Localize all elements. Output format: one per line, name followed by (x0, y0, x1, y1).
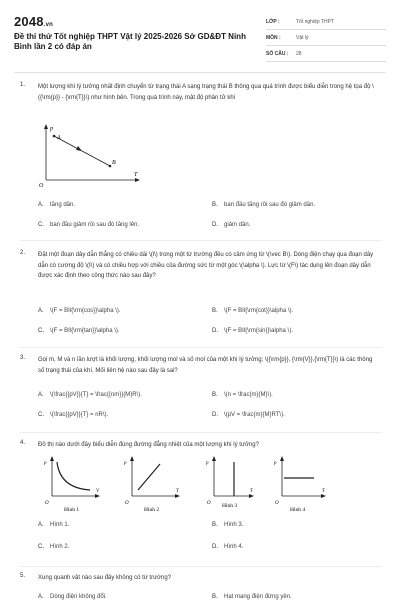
option-letter: D. (212, 412, 218, 418)
option-a[interactable] (38, 202, 75, 208)
question-divider (20, 347, 382, 348)
graph-4 (273, 456, 326, 513)
option-text: tăng dần. (50, 202, 76, 208)
question-number: 3. (20, 355, 26, 361)
option-letter: C. (38, 328, 44, 334)
option-letter: C. (38, 544, 44, 550)
graph-1 (43, 456, 100, 513)
y-axis-arrow (212, 456, 216, 461)
option-text: ban đầu tăng rồi sau đó giảm dần. (224, 202, 316, 208)
question-5 (20, 573, 384, 600)
question-2 (20, 250, 384, 350)
option-text: \(F = BIl{\rm{cos}}\alpha \). (50, 308, 121, 314)
option-letter: A. (38, 392, 44, 398)
t-axis-label: T (134, 172, 138, 178)
option-a[interactable] (38, 392, 142, 398)
option-text: \(n = \frac{m}{M}\). (224, 392, 273, 398)
option-c[interactable] (38, 222, 139, 228)
y-axis-label: p (274, 461, 277, 466)
info-value: Tốt nghiệp THPT (296, 18, 334, 25)
question-number: 4. (20, 440, 26, 446)
question-text: Gọi m, M và n lần lượt là khối lượng, khối lượng mol và số mol của một khí lý tưởng; \({\rm{p}}, {\rm{V}},{\rm{T}}\) là các thông số trạng thái của khí. Mối liên hệ nào sau đây là sai? (38, 357, 373, 374)
option-text: Hạt mang điện đứng yên. (224, 594, 292, 600)
option-letter: A. (38, 594, 44, 600)
question-text: Đồ thị nào dưới đây biểu diễn đúng đường đẳng nhiệt của một lượng khí lý tưởng? (38, 442, 259, 448)
question-4 (20, 440, 384, 560)
option-c[interactable] (38, 328, 120, 334)
p-t-graph-figure (38, 122, 148, 188)
exam-title: Đề thi thử Tốt nghiệp THPT Vật lý 2025-2026 Sở GD&ĐT Ninh Bình lần 2 có đáp án (14, 32, 246, 51)
option-text: \(F = BIl{\rm{sin}}\alpha \). (224, 328, 293, 334)
option-text: Hình 4. (224, 544, 244, 550)
p-axis-label: p (50, 126, 53, 132)
y-axis-arrow (130, 456, 134, 461)
y-axis-arrow (280, 456, 284, 461)
question-1 (20, 82, 384, 242)
option-b[interactable] (212, 594, 292, 600)
graph-2 (123, 456, 180, 513)
logo-tld: .vn (43, 22, 54, 28)
origin-label: O (39, 183, 44, 188)
option-a[interactable] (38, 594, 107, 600)
option-a[interactable] (38, 522, 69, 528)
point-a-label: A (57, 135, 61, 141)
y-axis-label: p (44, 461, 47, 466)
origin-label: O (125, 501, 129, 506)
t-axis-arrow (135, 178, 140, 182)
info-row-class (266, 14, 386, 30)
info-row-count (266, 46, 386, 62)
option-text: \(F = BIl{\rm{tan}}\alpha \). (50, 328, 120, 334)
option-text: Hình 1. (50, 522, 70, 528)
option-letter: D. (212, 544, 218, 550)
option-letter: B. (212, 202, 218, 208)
info-key: LỚP : (266, 18, 280, 25)
option-d[interactable] (212, 544, 243, 550)
question-number: 5. (20, 573, 26, 579)
point-a (53, 135, 56, 138)
option-text: \(F = BIl{\rm{cot}}\alpha \). (224, 308, 294, 314)
option-text: giảm dần. (224, 222, 251, 228)
isotherm-curve (57, 462, 90, 490)
question-number: 2. (20, 250, 26, 256)
option-letter: B. (212, 522, 218, 528)
p-axis-arrow (44, 124, 48, 129)
option-d[interactable] (212, 328, 293, 334)
x-axis-arrow (175, 494, 180, 498)
info-row-subject (266, 30, 386, 46)
question-divider (20, 240, 382, 241)
question-text: Một lượng khí lý tưởng nhất định chuyển từ trạng thái A sang trạng thái B thông qua quá trình được biểu diễn trong hệ tọa độ \({\rm{p}} - {\rm{T}}\) như hình bên. Trong quá trình này, mật độ phân tử khí (38, 84, 374, 101)
info-value: Vật lý (296, 34, 309, 41)
x-axis-label: T (322, 489, 325, 494)
option-text: Hình 2. (50, 544, 70, 550)
option-letter: A. (38, 522, 44, 528)
graph-caption: Hình 2 (144, 507, 160, 513)
point-b (109, 165, 112, 168)
option-b[interactable] (212, 308, 293, 314)
option-letter: B. (212, 594, 218, 600)
option-letter: B. (212, 308, 218, 314)
graph-caption: Hình 1 (64, 507, 80, 513)
question-3 (20, 355, 384, 435)
y-axis-label: p (206, 461, 209, 466)
y-axis-label: p (124, 461, 127, 466)
x-axis-label: T (250, 489, 253, 494)
question-divider (20, 566, 382, 567)
x-axis-arrow (321, 494, 326, 498)
header (14, 14, 386, 66)
option-letter: B. (212, 392, 218, 398)
option-b[interactable] (212, 202, 315, 208)
x-axis-label: T (176, 489, 179, 494)
origin-label: O (207, 501, 211, 506)
point-b-label: B (112, 160, 116, 166)
graph-3 (205, 456, 254, 509)
option-a[interactable] (38, 308, 121, 314)
option-text: \(\frac{{pV}}{T} = \frac{{nm}}{M}R\). (50, 392, 142, 398)
question-number: 1. (20, 82, 26, 88)
option-text: Dòng điện không đổi. (50, 594, 107, 600)
y-axis-arrow (50, 456, 54, 461)
site-logo[interactable] (14, 14, 53, 29)
info-value: 28 (296, 50, 302, 57)
question-text: Đặt một đoạn dây dẫn thẳng có chiều dài \(l\) trong một từ trường đều có cảm ứng từ \(\vec B\). Dòng điện chạy qua đoạn dây dẫn có cường độ \(I\) và có chiều hợp với chiều của đường sức từ một góc \(\alpha \). Lực từ \(F\) tác dụng lên đoạn dây dẫn được xác định theo công thức nào sau đây? (38, 252, 374, 279)
origin-label: O (45, 501, 49, 506)
option-text: \(\frac{{pV}}{T} = nR\). (50, 412, 109, 418)
option-d[interactable] (212, 412, 285, 418)
option-letter: A. (38, 202, 44, 208)
option-text: Hình 3. (224, 522, 244, 528)
exam-info (266, 14, 386, 62)
option-c[interactable] (38, 412, 108, 418)
origin-label: O (275, 501, 279, 506)
question-text: Xung quanh vật nào sau đây không có từ trường? (38, 575, 172, 581)
graph-caption: Hình 4 (290, 507, 306, 513)
isotherm-graphs-figure (38, 454, 338, 514)
process-arrow (76, 146, 82, 151)
option-letter: A. (38, 308, 44, 314)
info-key: MÔN : (266, 34, 281, 41)
option-letter: D. (212, 328, 218, 334)
logo-main: 2048 (14, 14, 44, 29)
info-key: SỐ CÂU : (266, 50, 289, 57)
option-letter: D. (212, 222, 218, 228)
option-b[interactable] (212, 392, 273, 398)
option-letter: C. (38, 412, 44, 418)
question-divider (20, 432, 382, 433)
x-axis-arrow (249, 494, 254, 498)
option-letter: C. (38, 222, 44, 228)
option-d[interactable] (212, 222, 250, 228)
header-divider (14, 72, 386, 73)
option-b[interactable] (212, 522, 243, 528)
x-axis-label: V (96, 489, 100, 494)
option-text: \(pV = \frac{m}{M}RT\). (224, 412, 285, 418)
x-axis-arrow (95, 494, 100, 498)
option-text: ban đầu giảm rồi sau đó tăng lên. (50, 222, 140, 228)
option-c[interactable] (38, 544, 69, 550)
graph-caption: Hình 3 (222, 503, 238, 509)
isotherm-line (138, 464, 160, 490)
